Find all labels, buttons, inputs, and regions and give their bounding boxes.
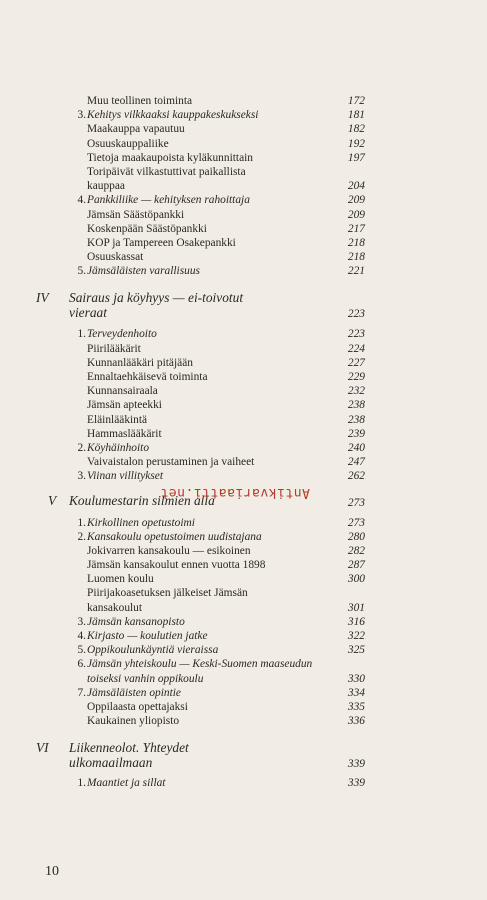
toc-block-4: [0, 776, 487, 790]
toc-entry-number: 1.: [77, 328, 86, 341]
toc-entry-title: Jämsäläisten varallisuus: [87, 265, 200, 278]
watermark: Antikvariaatti.net: [160, 485, 310, 500]
toc-entry-number: 3.: [77, 615, 86, 628]
toc-entry-title: Piirijakoasetuksen jälkeiset Jämsän: [87, 587, 248, 600]
toc-entry-page: 232: [347, 385, 365, 398]
toc-entry-title: Terveydenhoito: [87, 328, 157, 341]
toc-entry-title: Maakauppa vapautuu: [87, 123, 185, 136]
toc-entry: [0, 137, 487, 151]
toc-entry-page: 240: [347, 441, 365, 454]
toc-entry-title: Luomen koulu: [87, 573, 154, 586]
chapter-page: 273: [347, 496, 365, 509]
toc-entry-page: 223: [347, 328, 365, 341]
toc-entry-page: 282: [347, 544, 365, 557]
chapter-numeral: IV: [36, 290, 49, 306]
toc-entry-title: Osuuskassat: [87, 251, 144, 264]
toc-entry-page: 204: [347, 180, 365, 193]
toc-entry: [0, 700, 487, 714]
toc-entry-title: Kehitys vilkkaaksi kauppakeskukseksi: [87, 109, 259, 122]
toc-entry-page: 221: [347, 265, 365, 278]
toc-entry: [0, 455, 487, 469]
toc-entry-title: Jokivarren kansakoulu — esikoinen: [87, 544, 251, 557]
toc-entry-page: 247: [347, 456, 365, 469]
chapter-page: 223: [347, 308, 365, 321]
toc-entry: [0, 586, 487, 600]
toc-entry: [0, 193, 487, 207]
toc-entry-title: Toripäivät vilkastuttivat paikallista: [87, 165, 246, 178]
toc-entry-title: Jämsän yhteiskoulu — Keski-Suomen maaseudun: [87, 658, 313, 671]
toc-entry-title: Hammaslääkärit: [87, 427, 162, 440]
toc-entry-title: Eläinlääkintä: [87, 413, 148, 426]
toc-entry: [0, 544, 487, 558]
toc-entry-number: 7.: [77, 686, 86, 699]
toc-entry-page: 238: [347, 399, 365, 412]
toc-entry-number: 5.: [77, 265, 86, 278]
toc-entry: [0, 250, 487, 264]
toc-entry-number: 1.: [77, 516, 86, 529]
toc-entry: [0, 208, 487, 222]
toc-entry: [0, 151, 487, 165]
toc-entry: [0, 342, 487, 356]
toc-entry-title: Kunnansairaala: [87, 385, 158, 398]
toc-entry-page: 197: [347, 151, 365, 164]
toc-entry-page: 192: [347, 137, 365, 150]
toc-entry-page: 301: [347, 601, 365, 614]
toc-entry: [0, 643, 487, 657]
toc-entry-page: 238: [347, 413, 365, 426]
toc-entry-title: Kirjasto — koulutien jatke: [87, 630, 208, 642]
toc-entry-page: 334: [347, 686, 365, 699]
toc-entry: [0, 469, 487, 483]
toc-entry-number: 3.: [77, 470, 86, 483]
chapter-title: Koulumestarin silmien alla: [69, 492, 215, 508]
toc-entry-title: Vaivaistalon perustaminen ja vaiheet: [87, 456, 255, 469]
toc-entry-page: 217: [347, 222, 365, 235]
toc-entry: [0, 714, 487, 728]
toc-entry: [0, 222, 487, 236]
toc-block-1: [0, 94, 487, 278]
toc-entry-page: 330: [347, 672, 365, 685]
toc-entry: [0, 615, 487, 629]
toc-entry-title: Koskenpään Säästöpankki: [87, 222, 207, 235]
toc-entry-number: 3.: [77, 109, 86, 122]
toc-entry-page: 218: [347, 251, 365, 264]
toc-entry: [0, 165, 487, 179]
toc-entry: [0, 398, 487, 412]
toc-entry-title: Jämsän kansakoulut ennen vuotta 1898: [87, 559, 266, 572]
chapter-numeral: V: [48, 492, 57, 508]
toc-entry-page: 239: [347, 427, 365, 440]
toc-entry-title: Maantiet ja sillat: [87, 777, 166, 790]
toc-entry: [0, 776, 487, 790]
toc-entry-page: 229: [347, 371, 365, 383]
toc-entry-page: 182: [347, 123, 365, 136]
toc-entry: [0, 94, 487, 108]
toc-entry-number: 5.: [77, 644, 86, 657]
chapter-title: Liikenneolot. Yhteydet ulkomaailmaan: [69, 740, 189, 771]
toc-entry-title: Jämsän kansanopisto: [87, 615, 185, 628]
toc-entry-page: 336: [347, 715, 365, 728]
toc-entry-page: 181: [347, 109, 365, 122]
toc-entry-title: Kaukainen yliopisto: [87, 715, 180, 728]
chapter-title: Sairaus ja köyhyys — ei-toivotut vieraat: [69, 290, 244, 321]
toc-entry-page: 227: [347, 356, 365, 369]
toc-block-3: [0, 516, 487, 729]
toc-entry-page: 335: [347, 700, 365, 713]
toc-entry-page: 339: [347, 777, 365, 790]
toc-entry: [0, 427, 487, 441]
toc-entry: [0, 370, 487, 384]
toc-entry-page: 280: [347, 530, 365, 543]
toc-entry-title: Pankkiliike — kehityksen rahoittaja: [87, 194, 250, 207]
toc-entry-number: 4.: [77, 194, 86, 207]
toc-entry: [0, 327, 487, 341]
toc-entry-title: Ennaltaehkäisevä toiminta: [87, 371, 208, 383]
toc-entry-title: Oppilaasta opettajaksi: [87, 700, 188, 713]
toc-entry-title: toiseksi vanhin oppikoulu: [87, 672, 204, 685]
toc-entry-title: Kirkollinen opetustoimi: [87, 516, 195, 529]
toc-entry: [0, 122, 487, 136]
toc-entry-page: 209: [347, 194, 365, 207]
toc-entry-title: Viinan villitykset: [87, 470, 164, 483]
toc-entry-page: 273: [347, 516, 365, 529]
toc-entry: [0, 601, 487, 615]
toc-entry-title: Köyhäinhoito: [87, 441, 150, 454]
toc-entry-title: Jämsän apteekki: [87, 399, 162, 412]
toc-entry-number: 6.: [77, 658, 86, 671]
toc-entry: [0, 441, 487, 455]
toc-entry: [0, 629, 487, 643]
toc-entry-page: 287: [347, 559, 365, 572]
toc-entry-title: Tietoja maakaupoista kyläkunnittain: [87, 151, 253, 164]
toc-entry-title: Jämsän Säästöpankki: [87, 208, 185, 221]
toc-entry: [0, 672, 487, 686]
toc-entry-page: 209: [347, 208, 365, 221]
toc-entry: [0, 356, 487, 370]
chapter-vi-heading: [0, 740, 487, 772]
toc-entry-title: Jämsäläisten opintie: [87, 686, 181, 699]
toc-entry: [0, 572, 487, 586]
toc-entry-page: 218: [347, 236, 365, 249]
toc-entry-title: Osuuskauppaliike: [87, 137, 169, 150]
toc-block-2: [0, 327, 487, 483]
chapter-page: 339: [347, 758, 365, 771]
toc-entry: [0, 179, 487, 193]
toc-entry: [0, 108, 487, 122]
toc-entry-number: 1.: [77, 777, 86, 790]
chapter-numeral: VI: [36, 740, 49, 756]
toc-entry-page: 325: [347, 644, 365, 657]
toc-entry-page: 262: [347, 470, 365, 483]
toc-entry-page: 300: [347, 573, 365, 586]
toc-entry-title: Muu teollinen toiminta: [87, 95, 193, 107]
toc-entry-page: 172: [347, 95, 365, 107]
toc-entry: [0, 657, 487, 671]
toc-entry: [0, 264, 487, 278]
toc-entry: [0, 530, 487, 544]
toc-entry: [0, 686, 487, 700]
toc-entry: [0, 384, 487, 398]
toc-entry-title: Kunnanlääkäri pitäjään: [87, 356, 193, 369]
toc-entry-number: 2.: [77, 441, 86, 454]
table-of-contents: [0, 94, 487, 791]
toc-entry-title: Piirilääkärit: [87, 342, 141, 355]
toc-entry: [0, 558, 487, 572]
toc-entry-title: Oppikoulunkäyntiä vieraissa: [87, 644, 219, 657]
toc-entry-number: 2.: [77, 530, 86, 543]
toc-entry-page: 322: [347, 630, 365, 642]
toc-entry-page: 224: [347, 342, 365, 355]
toc-entry-page: 316: [347, 615, 365, 628]
toc-entry: [0, 516, 487, 530]
chapter-iv-heading: [0, 290, 487, 322]
toc-entry-title: KOP ja Tampereen Osakepankki: [87, 236, 236, 249]
toc-entry-title: kauppaa: [87, 180, 125, 193]
toc-entry-number: 4.: [77, 630, 86, 642]
toc-entry: [0, 413, 487, 427]
toc-entry-title: kansakoulut: [87, 601, 143, 614]
page-number: 10: [45, 864, 59, 879]
toc-entry-title: Kansakoulu opetustoimen uudistajana: [87, 530, 262, 543]
toc-entry: [0, 236, 487, 250]
